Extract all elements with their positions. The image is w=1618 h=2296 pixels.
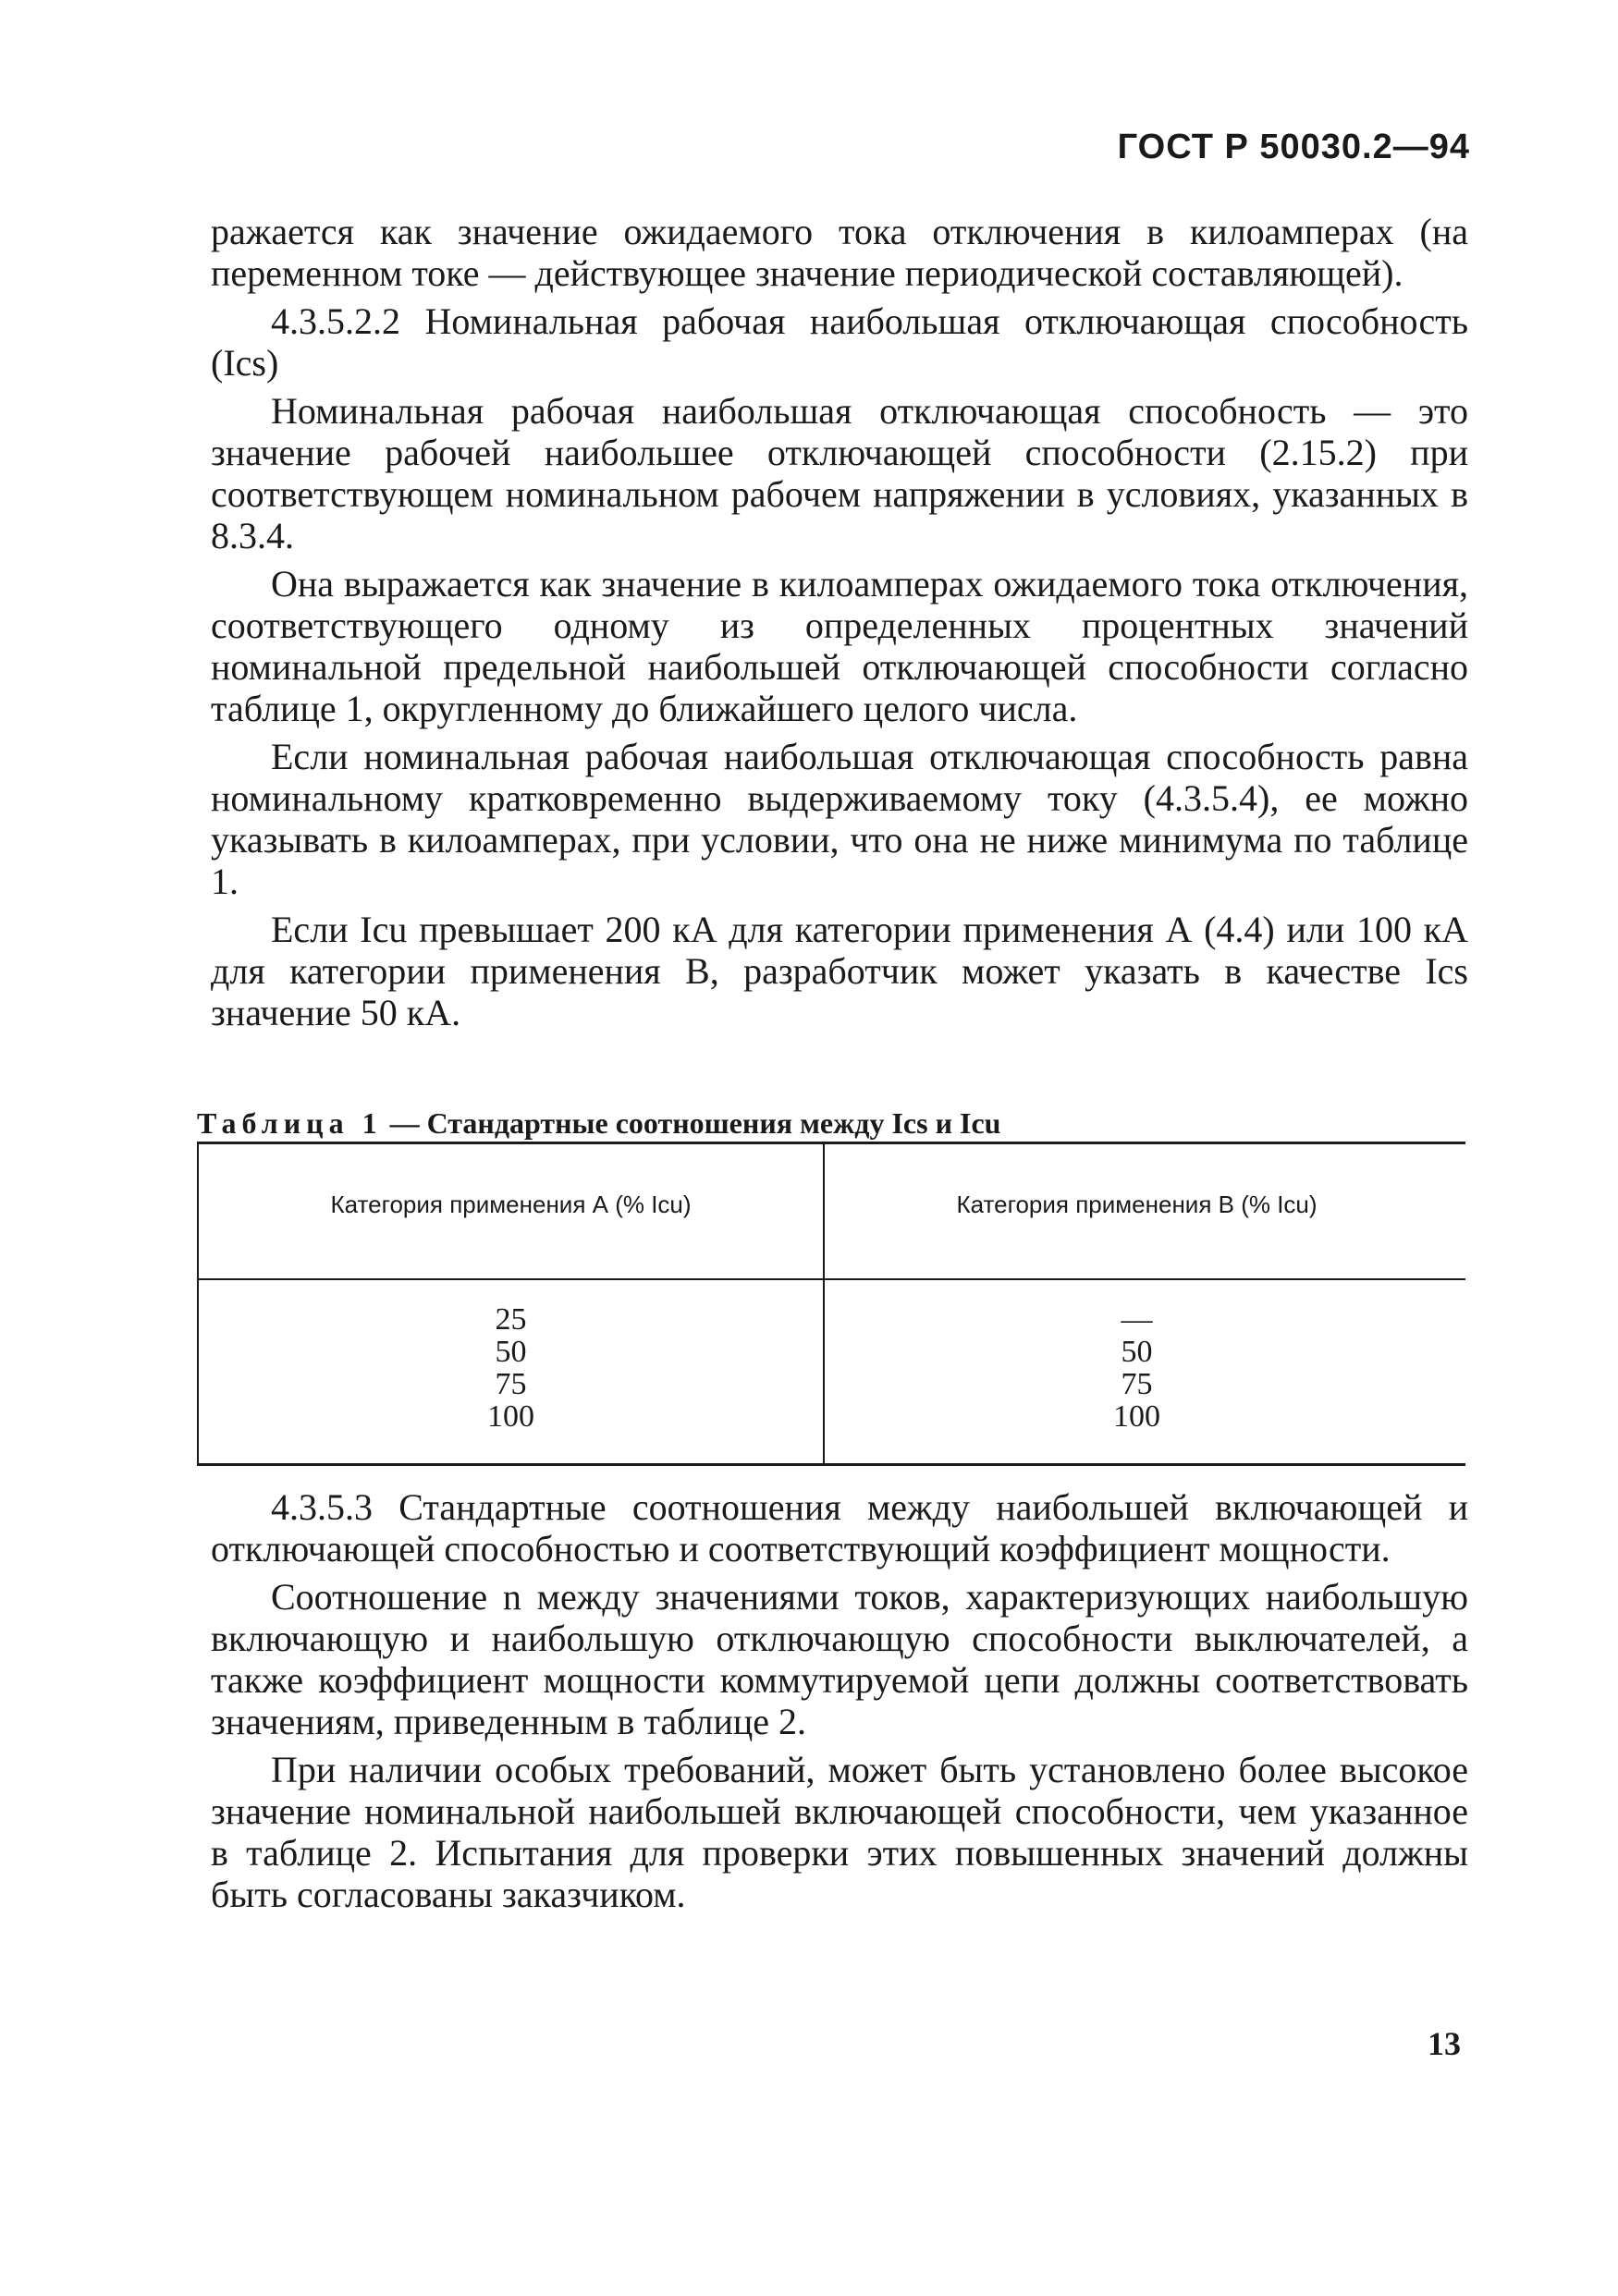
table-cell: 50 xyxy=(1121,1335,1153,1369)
paragraph: Она выражается как значение в килоамперах ожидаемого тока отключения, соответствующего одному из определенных процентных значений номинальной предельной наибольшей отключающей способности согласно таблице 1, округленному до ближайшего целого числа. xyxy=(211,563,1468,729)
table-cell: 75 xyxy=(495,1367,527,1401)
table-header-category-a: Категория применения А (% Icu) xyxy=(330,1191,692,1218)
paragraph: Соотношение n между значениями токов, характеризующих наибольшую включающую и наибольшую отключающую способности выключателей, а также коэффициент мощности коммутируемой цепи должны соответствовать значениям, приведенным в таблице 2. xyxy=(211,1576,1468,1742)
table-cell: 25 xyxy=(495,1302,527,1337)
table-cell: 100 xyxy=(1113,1399,1160,1434)
table-caption-label: Таблица 1 xyxy=(197,1106,383,1140)
body-text-top xyxy=(211,211,1468,1040)
paragraph: 4.3.5.3 Стандартные соотношения между наибольшей включающей и отключающей способностью и соответствующий коэффициент мощности. xyxy=(211,1486,1468,1569)
table-cell: 50 xyxy=(495,1335,527,1369)
page-number: 13 xyxy=(1428,2025,1461,2062)
table-column-category-a xyxy=(199,1303,823,1433)
table-caption xyxy=(197,1105,1473,1142)
paragraph: ражается как значение ожидаемого тока отключения в килоамперах (на переменном токе — действующее значение периодической составляющей). xyxy=(211,211,1468,294)
paragraph: Номинальная рабочая наибольшая отключающая способность — это значение рабочей наибольшее отключающей способности (2.15.2) при соответствующем номинальном рабочем напряжении в условиях, указанных в 8.3.4. xyxy=(211,390,1468,556)
paragraph: Если номинальная рабочая наибольшая отключающая способность равна номинальному кратковременно выдерживаемому току (4.3.5.4), ее можно указывать в килоамперах, при условии, что она не ниже минимума по таблице 1. xyxy=(211,736,1468,902)
paragraph: При наличии особых требований, может быть установлено более высокое значение номинальной наибольшей включающей способности, чем указанное в таблице 2. Испытания для проверки этих повышенных значений должны быть согласованы заказчиком. xyxy=(211,1749,1468,1915)
table-column-category-b xyxy=(825,1303,1449,1433)
ratio-table xyxy=(197,1142,1465,1466)
table-header-divider xyxy=(199,1278,1465,1280)
paragraph: 4.3.5.2.2 Номинальная рабочая наибольшая отключающая способность (Ics) xyxy=(211,300,1468,384)
paragraph: Если Icu превышает 200 кА для категории применения А (4.4) или 100 кА для категории применения В, разработчик может указать в качестве Ics значение 50 кА. xyxy=(211,909,1468,1033)
table-header-category-b: Категория применения В (% Icu) xyxy=(956,1191,1318,1218)
table-cell: 75 xyxy=(1121,1367,1153,1401)
body-text-bottom xyxy=(211,1486,1468,1922)
table-cell: — xyxy=(1121,1302,1153,1337)
table-caption-text: — Стандартные соотношения между Ics и Icu xyxy=(389,1106,1001,1140)
document-header: ГОСТ Р 50030.2—94 xyxy=(1117,128,1470,166)
table-cell: 100 xyxy=(487,1399,534,1434)
